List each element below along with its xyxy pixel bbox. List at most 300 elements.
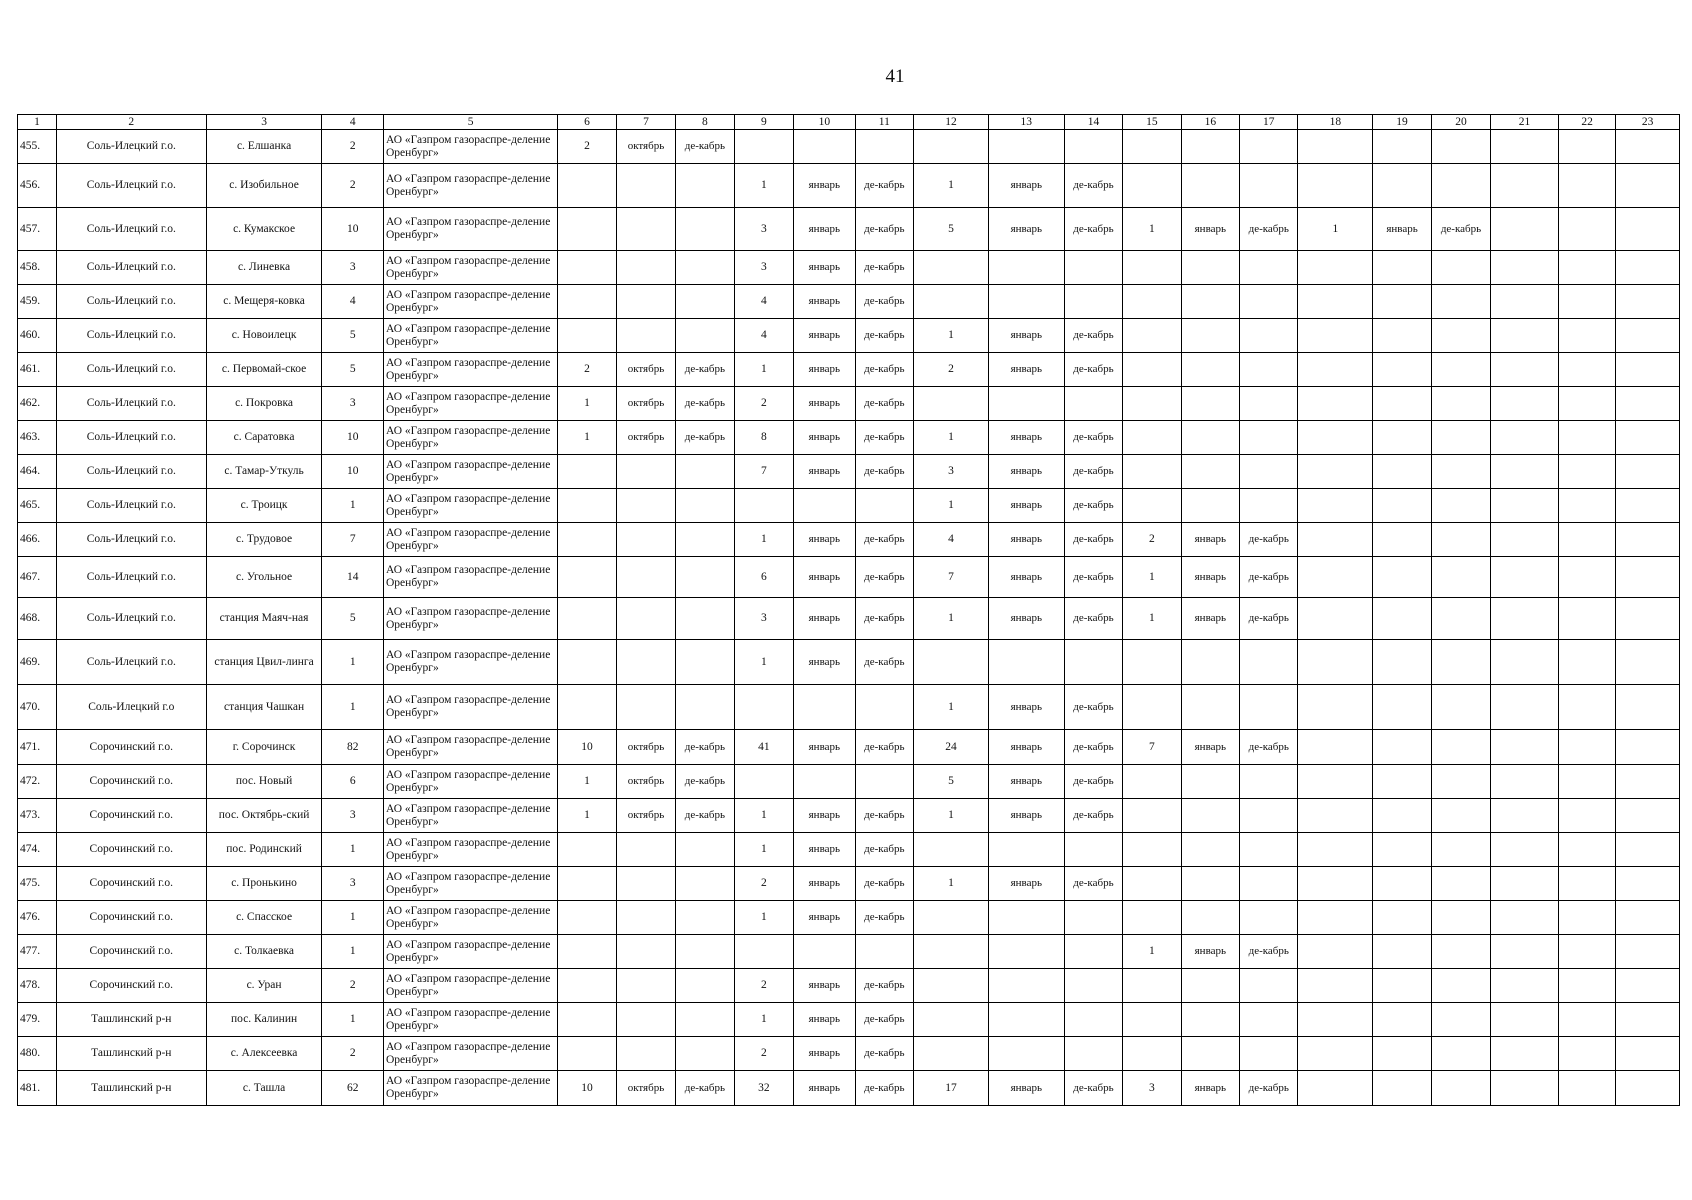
table-cell <box>1616 901 1680 935</box>
table-cell <box>1431 730 1490 765</box>
table-cell: январь <box>794 640 856 685</box>
table-cell <box>1558 557 1615 598</box>
table-cell: 3 <box>734 598 793 640</box>
table-cell <box>1298 387 1373 421</box>
table-cell: де-кабрь <box>855 901 913 935</box>
table-cell: де-кабрь <box>855 251 913 285</box>
table-cell <box>558 455 616 489</box>
table-cell: 10 <box>322 455 384 489</box>
table-cell: с. Елшанка <box>206 130 322 164</box>
header-cell: 17 <box>1240 115 1298 130</box>
header-cell: 3 <box>206 115 322 130</box>
table-cell: АО «Газпром газораспре-деление Оренбург» <box>384 685 558 730</box>
table-cell: де-кабрь <box>1064 1071 1122 1106</box>
table-cell <box>616 598 675 640</box>
table-cell: январь <box>988 455 1064 489</box>
table-cell <box>1240 455 1298 489</box>
table-cell <box>558 489 616 523</box>
table-cell: де-кабрь <box>676 1071 734 1106</box>
table-cell <box>1298 557 1373 598</box>
table-cell: январь <box>794 455 856 489</box>
table-cell: 2 <box>734 387 793 421</box>
table-cell: Соль-Илецкий г.о. <box>56 489 206 523</box>
table-cell: 3 <box>734 208 793 251</box>
table-cell <box>1431 387 1490 421</box>
header-cell: 23 <box>1616 115 1680 130</box>
table-cell <box>1431 319 1490 353</box>
table-cell: 477. <box>18 935 57 969</box>
table-cell <box>1298 353 1373 387</box>
table-row <box>18 387 1680 421</box>
table-cell <box>988 901 1064 935</box>
table-cell <box>794 685 856 730</box>
table-cell: де-кабрь <box>855 833 913 867</box>
table-cell <box>1123 685 1181 730</box>
table-cell <box>988 285 1064 319</box>
table-cell <box>1373 164 1431 208</box>
table-cell: 472. <box>18 765 57 799</box>
table-cell: с. Саратовка <box>206 421 322 455</box>
table-cell <box>1558 285 1615 319</box>
table-row <box>18 1003 1680 1037</box>
table-cell: АО «Газпром газораспре-деление Оренбург» <box>384 901 558 935</box>
table-cell <box>1373 130 1431 164</box>
header-cell: 16 <box>1181 115 1239 130</box>
table-cell <box>1558 208 1615 251</box>
table-cell: 10 <box>558 730 616 765</box>
table-cell: 10 <box>558 1071 616 1106</box>
table-cell: АО «Газпром газораспре-деление Оренбург» <box>384 799 558 833</box>
table-cell: 2 <box>914 353 989 387</box>
table-cell <box>1123 285 1181 319</box>
table-cell <box>616 319 675 353</box>
table-cell <box>1431 685 1490 730</box>
table-cell <box>1491 387 1559 421</box>
table-cell: январь <box>1181 523 1239 557</box>
table-cell: 5 <box>322 319 384 353</box>
table-cell: де-кабрь <box>855 523 913 557</box>
table-cell <box>1240 833 1298 867</box>
table-cell: АО «Газпром газораспре-деление Оренбург» <box>384 130 558 164</box>
table-cell <box>1064 285 1122 319</box>
table-cell <box>1240 799 1298 833</box>
table-cell: де-кабрь <box>855 969 913 1003</box>
table-cell: 1 <box>734 799 793 833</box>
table-cell <box>1181 685 1239 730</box>
table-cell <box>914 1003 989 1037</box>
table-row <box>18 1071 1680 1106</box>
table-cell <box>855 489 913 523</box>
table-cell <box>1491 523 1559 557</box>
table-cell: Сорочинский г.о. <box>56 765 206 799</box>
table-cell <box>1373 730 1431 765</box>
table-cell: де-кабрь <box>676 799 734 833</box>
table-cell <box>1298 685 1373 730</box>
table-cell <box>1123 799 1181 833</box>
table-cell <box>1181 1003 1239 1037</box>
table-cell <box>1558 969 1615 1003</box>
table-row <box>18 164 1680 208</box>
table-cell: с. Покровка <box>206 387 322 421</box>
table-cell: АО «Газпром газораспре-деление Оренбург» <box>384 969 558 1003</box>
table-cell: 1 <box>914 421 989 455</box>
table-cell <box>1616 455 1680 489</box>
table-row <box>18 685 1680 730</box>
table-cell: 1 <box>322 935 384 969</box>
table-cell <box>1373 387 1431 421</box>
table-cell: 462. <box>18 387 57 421</box>
table-cell <box>1491 640 1559 685</box>
table-cell: де-кабрь <box>855 640 913 685</box>
table-cell: январь <box>988 598 1064 640</box>
table-cell: с. Изобильное <box>206 164 322 208</box>
table-cell: Ташлинский р-н <box>56 1071 206 1106</box>
table-cell: де-кабрь <box>676 730 734 765</box>
table-cell <box>558 969 616 1003</box>
table-cell <box>1181 867 1239 901</box>
header-cell: 12 <box>914 115 989 130</box>
table-cell: де-кабрь <box>1240 1071 1298 1106</box>
table-cell <box>988 1037 1064 1071</box>
table-cell: с. Мещеря-ковка <box>206 285 322 319</box>
table-cell: январь <box>794 598 856 640</box>
table-cell: де-кабрь <box>855 421 913 455</box>
table-cell: январь <box>988 799 1064 833</box>
table-row <box>18 833 1680 867</box>
table-cell: Соль-Илецкий г.о. <box>56 353 206 387</box>
table-cell <box>558 901 616 935</box>
table-cell: январь <box>1373 208 1431 251</box>
table-cell <box>794 765 856 799</box>
table-cell <box>1491 799 1559 833</box>
table-cell <box>1373 901 1431 935</box>
table-cell <box>1181 421 1239 455</box>
table-cell <box>1431 1003 1490 1037</box>
table-cell <box>1431 833 1490 867</box>
table-cell: январь <box>794 164 856 208</box>
table-cell <box>914 833 989 867</box>
table-cell: 460. <box>18 319 57 353</box>
table-cell: с. Линевка <box>206 251 322 285</box>
table-cell: АО «Газпром газораспре-деление Оренбург» <box>384 833 558 867</box>
table-cell <box>676 1037 734 1071</box>
table-cell: де-кабрь <box>855 285 913 319</box>
table-row <box>18 208 1680 251</box>
table-cell: де-кабрь <box>1064 685 1122 730</box>
table-cell: 467. <box>18 557 57 598</box>
table-cell <box>1491 1037 1559 1071</box>
table-cell: 24 <box>914 730 989 765</box>
table-cell: Сорочинский г.о. <box>56 901 206 935</box>
table-cell <box>794 935 856 969</box>
table-cell: 461. <box>18 353 57 387</box>
table-cell <box>1431 455 1490 489</box>
table-cell <box>1123 867 1181 901</box>
table-cell: де-кабрь <box>1240 935 1298 969</box>
table-cell: 1 <box>734 1003 793 1037</box>
table-cell <box>676 489 734 523</box>
table-cell: г. Сорочинск <box>206 730 322 765</box>
table-cell: 10 <box>322 421 384 455</box>
table-cell: де-кабрь <box>1064 421 1122 455</box>
table-cell: 4 <box>734 285 793 319</box>
table-cell <box>1123 489 1181 523</box>
table-cell <box>1616 1071 1680 1106</box>
table-cell <box>1431 1071 1490 1106</box>
table-cell <box>1616 319 1680 353</box>
table-cell: АО «Газпром газораспре-деление Оренбург» <box>384 285 558 319</box>
header-cell: 8 <box>676 115 734 130</box>
table-cell: январь <box>1181 557 1239 598</box>
table-cell <box>1558 455 1615 489</box>
table-cell <box>1298 285 1373 319</box>
table-cell: январь <box>794 353 856 387</box>
header-cell: 7 <box>616 115 675 130</box>
table-cell <box>1616 1037 1680 1071</box>
table-cell: январь <box>988 523 1064 557</box>
table-cell: АО «Газпром газораспре-деление Оренбург» <box>384 523 558 557</box>
gasification-schedule-table <box>17 114 1680 1106</box>
table-cell <box>1491 935 1559 969</box>
table-cell: с. Алексеевка <box>206 1037 322 1071</box>
table-cell: де-кабрь <box>855 867 913 901</box>
table-cell <box>616 523 675 557</box>
table-row <box>18 130 1680 164</box>
table-cell <box>1298 1071 1373 1106</box>
table-cell <box>855 765 913 799</box>
table-cell: 1 <box>1123 598 1181 640</box>
table-cell: де-кабрь <box>1064 557 1122 598</box>
table-cell <box>1558 251 1615 285</box>
table-cell <box>1123 969 1181 1003</box>
table-cell <box>1181 130 1239 164</box>
table-cell: январь <box>794 285 856 319</box>
table-cell: де-кабрь <box>1240 598 1298 640</box>
table-cell <box>1123 833 1181 867</box>
table-cell <box>1064 969 1122 1003</box>
table-cell <box>676 1003 734 1037</box>
table-cell: январь <box>794 833 856 867</box>
table-cell <box>1491 765 1559 799</box>
table-cell: 469. <box>18 640 57 685</box>
table-cell <box>1064 251 1122 285</box>
table-cell: 1 <box>914 598 989 640</box>
table-cell: де-кабрь <box>855 598 913 640</box>
table-cell <box>914 130 989 164</box>
table-cell <box>1240 867 1298 901</box>
table-cell <box>1298 935 1373 969</box>
table-cell <box>1491 969 1559 1003</box>
table-cell <box>1491 285 1559 319</box>
table-cell: 456. <box>18 164 57 208</box>
table-cell <box>558 557 616 598</box>
table-cell: Сорочинский г.о. <box>56 799 206 833</box>
table-row <box>18 765 1680 799</box>
table-cell: 1 <box>1123 935 1181 969</box>
table-cell: 1 <box>322 489 384 523</box>
table-cell: АО «Газпром газораспре-деление Оренбург» <box>384 455 558 489</box>
table-cell: де-кабрь <box>1064 455 1122 489</box>
table-cell <box>1181 1037 1239 1071</box>
header-cell: 5 <box>384 115 558 130</box>
table-cell <box>1616 164 1680 208</box>
table-cell: Соль-Илецкий г.о. <box>56 164 206 208</box>
table-cell <box>616 901 675 935</box>
table-cell <box>1616 523 1680 557</box>
table-cell: 1 <box>734 640 793 685</box>
table-cell <box>1181 969 1239 1003</box>
table-cell <box>1240 969 1298 1003</box>
table-cell <box>1240 640 1298 685</box>
table-cell: 1 <box>1123 208 1181 251</box>
table-cell: 7 <box>734 455 793 489</box>
table-cell: де-кабрь <box>1240 557 1298 598</box>
table-cell: 6 <box>322 765 384 799</box>
table-cell <box>855 130 913 164</box>
table-cell <box>1431 1037 1490 1071</box>
table-cell <box>616 1003 675 1037</box>
table-cell <box>1373 640 1431 685</box>
table-cell <box>616 685 675 730</box>
table-cell: 473. <box>18 799 57 833</box>
table-cell <box>1491 685 1559 730</box>
table-cell: 3 <box>322 799 384 833</box>
table-cell: 1 <box>914 164 989 208</box>
table-cell <box>1240 251 1298 285</box>
table-cell: 2 <box>734 867 793 901</box>
table-cell <box>676 901 734 935</box>
table-cell <box>1431 421 1490 455</box>
table-cell <box>1064 1037 1122 1071</box>
table-row <box>18 489 1680 523</box>
table-cell <box>616 640 675 685</box>
table-cell: 3 <box>322 867 384 901</box>
table-cell <box>914 935 989 969</box>
table-cell: январь <box>794 208 856 251</box>
table-cell <box>1240 353 1298 387</box>
table-cell: 466. <box>18 523 57 557</box>
table-cell <box>1064 901 1122 935</box>
table-cell: де-кабрь <box>1064 730 1122 765</box>
table-cell <box>676 969 734 1003</box>
table-cell: 62 <box>322 1071 384 1106</box>
table-cell: 455. <box>18 130 57 164</box>
table-cell <box>616 935 675 969</box>
table-cell <box>1558 387 1615 421</box>
table-cell: АО «Газпром газораспре-деление Оренбург» <box>384 1037 558 1071</box>
table-cell <box>914 1037 989 1071</box>
table-cell <box>1373 489 1431 523</box>
table-cell: де-кабрь <box>676 130 734 164</box>
table-cell <box>1298 523 1373 557</box>
table-cell: 480. <box>18 1037 57 1071</box>
table-cell <box>1240 901 1298 935</box>
table-cell: де-кабрь <box>1064 319 1122 353</box>
table-cell <box>1373 799 1431 833</box>
table-cell <box>988 640 1064 685</box>
table-cell <box>616 867 675 901</box>
table-cell <box>1123 353 1181 387</box>
table-cell <box>1240 685 1298 730</box>
table-cell: АО «Газпром газораспре-деление Оренбург» <box>384 765 558 799</box>
table-cell: 1 <box>558 765 616 799</box>
table-cell: январь <box>794 1037 856 1071</box>
table-cell <box>616 557 675 598</box>
table-cell <box>1558 353 1615 387</box>
table-cell: с. Уран <box>206 969 322 1003</box>
table-cell: де-кабрь <box>1064 523 1122 557</box>
table-cell: 7 <box>1123 730 1181 765</box>
table-cell <box>1373 685 1431 730</box>
table-cell: 1 <box>734 523 793 557</box>
table-cell: 459. <box>18 285 57 319</box>
table-cell <box>1491 208 1559 251</box>
table-cell <box>676 455 734 489</box>
table-cell <box>1616 765 1680 799</box>
table-cell <box>1616 421 1680 455</box>
table-cell <box>558 1037 616 1071</box>
table-cell: 1 <box>1123 557 1181 598</box>
table-cell <box>988 1003 1064 1037</box>
table-cell: АО «Газпром газораспре-деление Оренбург» <box>384 730 558 765</box>
table-cell: январь <box>988 730 1064 765</box>
table-cell: 474. <box>18 833 57 867</box>
table-cell: 5 <box>322 353 384 387</box>
table-cell: Сорочинский г.о. <box>56 867 206 901</box>
table-cell <box>558 598 616 640</box>
table-cell <box>1240 765 1298 799</box>
table-row <box>18 285 1680 319</box>
table-cell <box>1298 867 1373 901</box>
table-cell <box>1491 489 1559 523</box>
table-cell: 1 <box>734 353 793 387</box>
table-cell: де-кабрь <box>855 557 913 598</box>
table-cell: с. Кумакское <box>206 208 322 251</box>
table-row <box>18 421 1680 455</box>
table-row <box>18 901 1680 935</box>
table-cell <box>558 285 616 319</box>
table-cell: январь <box>988 319 1064 353</box>
table-row <box>18 1037 1680 1071</box>
table-cell <box>558 1003 616 1037</box>
table-cell: январь <box>794 730 856 765</box>
table-cell: 481. <box>18 1071 57 1106</box>
table-cell <box>1558 833 1615 867</box>
table-cell <box>1491 353 1559 387</box>
table-cell: январь <box>988 208 1064 251</box>
table-cell <box>1616 251 1680 285</box>
table-cell <box>1616 1003 1680 1037</box>
table-cell <box>988 251 1064 285</box>
table-cell <box>616 251 675 285</box>
table-cell <box>1431 969 1490 1003</box>
table-cell: 1 <box>734 833 793 867</box>
table-cell <box>1123 319 1181 353</box>
table-cell <box>1373 935 1431 969</box>
table-cell <box>1491 598 1559 640</box>
table-cell <box>1491 1003 1559 1037</box>
table-cell <box>914 969 989 1003</box>
table-cell <box>1558 935 1615 969</box>
table-cell: де-кабрь <box>855 455 913 489</box>
table-cell: де-кабрь <box>676 387 734 421</box>
header-cell: 9 <box>734 115 793 130</box>
table-cell: пос. Новый <box>206 765 322 799</box>
table-cell <box>1558 765 1615 799</box>
table-cell: 2 <box>734 969 793 1003</box>
table-cell <box>1558 640 1615 685</box>
table-cell: де-кабрь <box>855 1037 913 1071</box>
